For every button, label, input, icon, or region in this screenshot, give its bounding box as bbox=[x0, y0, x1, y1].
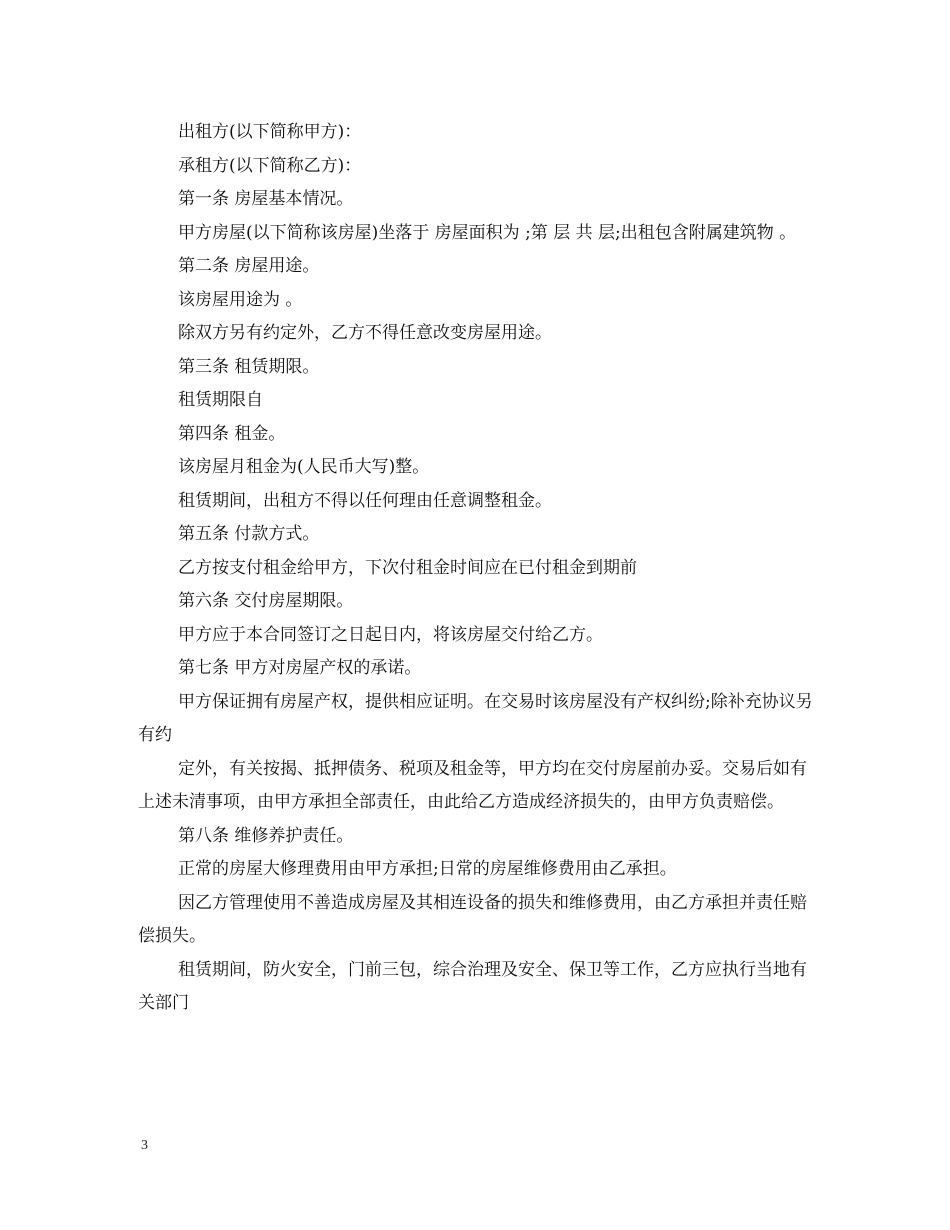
paragraph-lessor: 出租方(以下简称甲方)： bbox=[178, 122, 362, 142]
article-8-text-3: 租赁期间，防火安全，门前三包，综合治理及安全、保卫等工作，乙方应执行当地有关部门 bbox=[138, 959, 807, 1013]
article-7-text-1: 甲方保证拥有房屋产权，提供相应证明。在交易时该房屋没有产权纠纷;除补充协议另有约 bbox=[138, 691, 813, 745]
article-3-text: 租赁期限自 bbox=[178, 390, 263, 410]
article-6-text: 甲方应于本合同签订之日起日内，将该房屋交付给乙方。 bbox=[178, 624, 603, 645]
article-5-heading: 第五条 付款方式。 bbox=[178, 524, 320, 544]
article-1-text: 甲方房屋(以下简称该房屋)坐落于 房屋面积为 ;第 层 共 层;出租包含附属建筑物 。 bbox=[178, 222, 797, 243]
article-3-heading: 第三条 租赁期限。 bbox=[178, 356, 320, 377]
article-4-heading: 第四条 租金。 bbox=[178, 423, 286, 444]
article-7-text-2: 定外，有关按揭、抵押债务、税项及租金等，甲方均在交付房屋前办妥。交易后如有上述未清事项，由甲方承担全部责任，由此给乙方造成经济损失的，由甲方负责赔偿。 bbox=[138, 758, 807, 812]
article-4-text-2: 租赁期间，出租方不得以任何理由任意调整租金。 bbox=[178, 490, 552, 511]
article-7-heading: 第七条 甲方对房屋产权的承诺。 bbox=[178, 658, 422, 678]
article-5-text: 乙方按支付租金给甲方，下次付租金时间应在已付租金到期前 bbox=[178, 557, 637, 578]
article-8-text-1: 正常的房屋大修理费用由甲方承担;日常的房屋维修费用由乙承担。 bbox=[178, 859, 677, 879]
document-body bbox=[138, 116, 814, 1021]
article-4-text-1: 该房屋月租金为(人民币大写)整。 bbox=[178, 457, 430, 477]
article-8-text-2: 因乙方管理使用不善造成房屋及其相连设备的损失和维修费用，由乙方承担并责任赔偿损失。 bbox=[138, 892, 807, 946]
paragraph-lessee: 承租方(以下简称乙方)： bbox=[178, 155, 362, 176]
article-2-text-1: 该房屋用途为 。 bbox=[178, 289, 303, 310]
article-1-heading: 第一条 房屋基本情况。 bbox=[178, 189, 354, 209]
article-6-heading: 第六条 交付房屋期限。 bbox=[178, 591, 354, 611]
article-2-text-2: 除双方另有约定外，乙方不得任意改变房屋用途。 bbox=[178, 323, 552, 343]
article-8-heading: 第八条 维修养护责任。 bbox=[178, 825, 354, 846]
page-number: 3 bbox=[141, 1138, 148, 1153]
article-2-heading: 第二条 房屋用途。 bbox=[178, 256, 320, 276]
